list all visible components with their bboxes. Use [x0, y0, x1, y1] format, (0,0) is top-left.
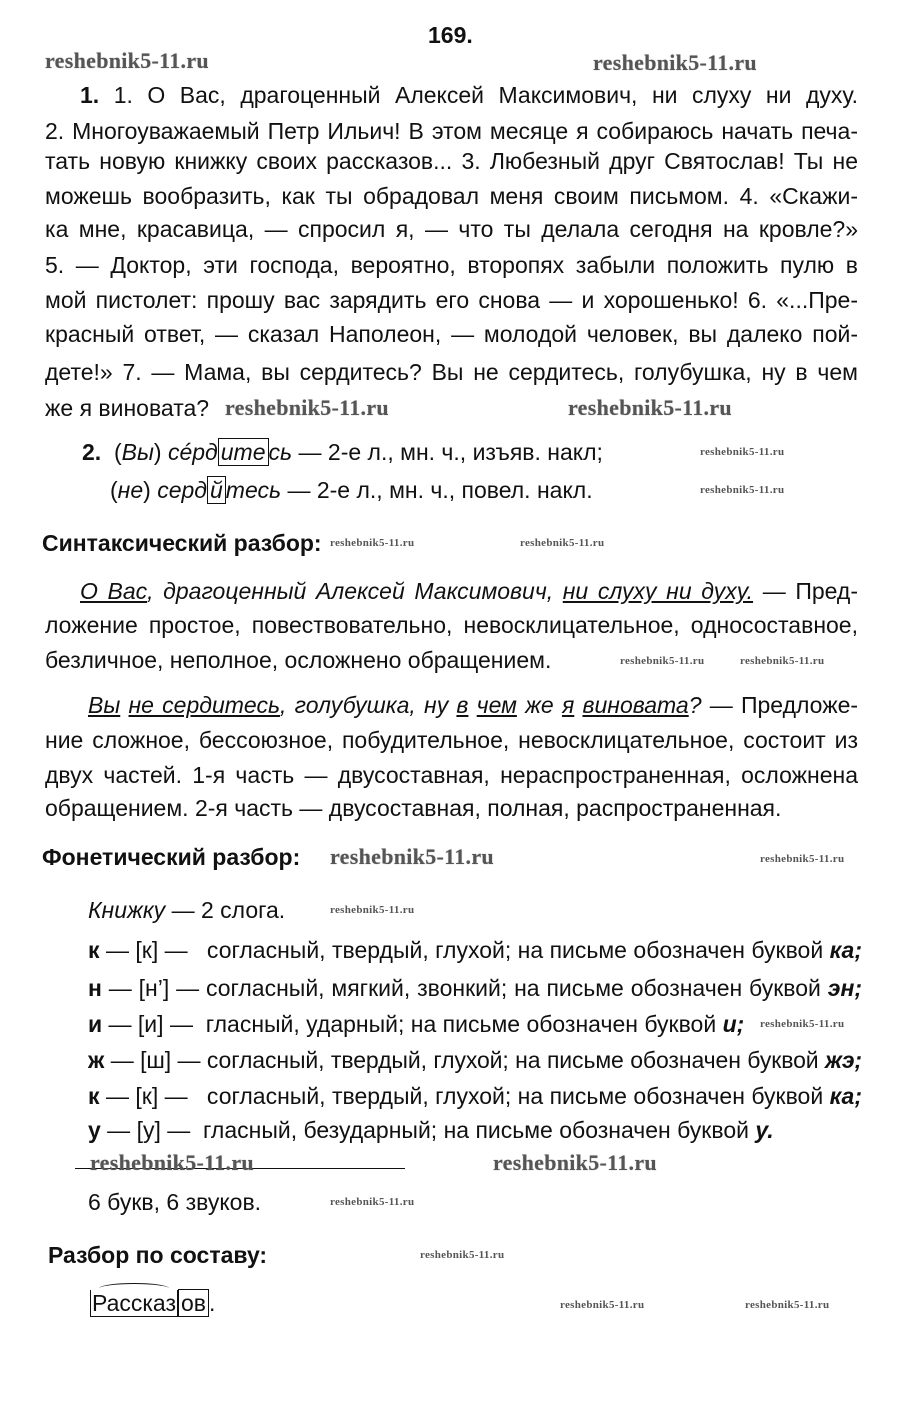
text-segment: серд — [157, 477, 207, 503]
text-segment: — 2-е л., мн. ч., изъяв. накл; — [292, 439, 603, 465]
watermark: reshebnik5-11.ru — [225, 395, 389, 420]
watermark: reshebnik5-11.ru — [493, 1150, 657, 1175]
text-segment: и; — [722, 1011, 745, 1037]
text-segment: безличное, неполное, осложнено обращением. — [45, 647, 552, 673]
text-segment: 1. — [80, 82, 100, 108]
watermark: reshebnik5-11.ru — [745, 1299, 830, 1311]
watermark: reshebnik5-11.ru — [420, 1249, 505, 1261]
text-segment: 6 букв, 6 звуков. — [88, 1189, 262, 1215]
text-segment: , голубушка, ну — [280, 692, 457, 718]
exercise-1-text-line — [45, 251, 858, 279]
watermark: reshebnik5-11.ru — [700, 484, 785, 496]
text-segment — [468, 692, 476, 718]
text-segment: у. — [755, 1117, 774, 1143]
phonetic-analysis-line — [88, 974, 862, 1002]
exercise-1-text-line — [45, 394, 209, 422]
text-segment: ка мне, красавица, — спросил я, — что ты делала сегодня на кровле?» — [45, 216, 858, 242]
exercise-1-text-line — [80, 81, 858, 109]
text-segment: к — [88, 1083, 100, 1109]
text-segment: — [ш] — согласный, твердый, глухой; на письме обозначен буквой — [104, 1047, 825, 1073]
morpheme-analysis-line — [90, 1289, 215, 1317]
text-segment: Фонетический разбор: — [42, 844, 301, 870]
text-segment: ? — [688, 692, 702, 718]
text-segment: ни слуху ни духу. — [562, 578, 754, 604]
phonetic-analysis-line — [88, 936, 862, 964]
morpheme-box: й — [207, 476, 226, 504]
syntax-analysis-text-line — [45, 646, 551, 674]
text-segment: у — [88, 1117, 101, 1143]
text-segment: можешь вообразить, как ты обрадовал меня своим письмом. 4. «Скажи- — [45, 183, 858, 209]
text-segment: н — [88, 975, 102, 1001]
text-segment — [120, 692, 128, 718]
text-segment: Книжку — [88, 897, 166, 923]
text-segment: Вы — [121, 439, 154, 465]
syntax-analysis-text-line — [45, 726, 858, 754]
watermark: reshebnik5-11.ru — [520, 537, 605, 549]
text-segment: 2. — [82, 439, 102, 465]
text-segment: — [к] — согласный, твердый, глухой; на письме обозначен буквой — [99, 1083, 830, 1109]
letters-count-line — [88, 1188, 261, 1216]
exercise-1-text-line — [45, 215, 858, 243]
exercise-1-text-line — [45, 320, 858, 348]
text-segment: ложение простое, повествовательно, невосклицательное, односоставное, — [45, 612, 858, 638]
text-segment: не — [117, 477, 144, 503]
root-morpheme: Рассказ — [92, 1290, 177, 1316]
watermark: reshebnik5-11.ru — [740, 655, 825, 667]
phonetic-analysis-line — [88, 1046, 862, 1074]
exercise-1-text-line — [45, 117, 858, 145]
text-segment: — [и] — гласный, ударный; на письме обозначен буквой — [102, 1011, 723, 1037]
text-segment: — [у] — гласный, безударный; на письме обозначен буквой — [100, 1117, 756, 1143]
exercise-1-text-line — [45, 358, 858, 386]
phonetic-analysis-line — [88, 1116, 774, 1144]
exercise-1-text-line — [45, 182, 858, 210]
syntax-analysis-text-line — [88, 691, 858, 719]
text-segment: я — [561, 692, 575, 718]
text-segment: Вы — [88, 692, 121, 718]
watermark: reshebnik5-11.ru — [330, 1196, 415, 1208]
text-segment: к — [88, 937, 100, 963]
text-segment: же — [516, 692, 562, 718]
syntax-analysis-text-line — [45, 794, 781, 822]
exercise-1-text-line — [45, 286, 858, 314]
text-segment: . — [209, 1290, 216, 1316]
syntax-analysis-text-line — [45, 761, 858, 789]
syntax-analysis-text-line — [80, 577, 858, 605]
syntax-analysis-text-line — [45, 611, 858, 639]
text-segment: ) — [143, 477, 158, 503]
text-segment: Разбор по составу: — [48, 1242, 268, 1268]
text-segment: дете!» 7. — Мама, вы сердитесь? Вы не сердитесь, голубушка, ну в чем — [45, 359, 858, 385]
text-segment: — Предложе- — [701, 692, 859, 718]
text-segment: ) — [153, 439, 168, 465]
text-segment: не сердитесь — [128, 692, 281, 718]
watermark: reshebnik5-11.ru — [560, 1299, 645, 1311]
watermark: reshebnik5-11.ru — [760, 1018, 845, 1030]
text-segment: обращением. 2-я часть — двусоставная, полная, распространенная. — [45, 795, 782, 821]
text-segment: сéрд — [167, 439, 218, 465]
watermark: reshebnik5-11.ru — [593, 50, 757, 75]
text-segment: 5. — Доктор, эти господа, вероятно, второпях забыли положить пулю в — [45, 252, 858, 278]
watermark: reshebnik5-11.ru — [45, 48, 209, 73]
text-segment: ( — [110, 477, 118, 503]
text-segment: ж — [88, 1047, 105, 1073]
exercise-2-text-line — [82, 438, 603, 466]
text-segment: ние сложное, бессоюзное, побудительное, невосклицательное, состоит из — [45, 727, 858, 753]
phonetic-analysis-line — [88, 896, 285, 924]
watermark: reshebnik5-11.ru — [90, 1150, 254, 1175]
text-segment: сь — [268, 439, 293, 465]
exercise-1-text-line — [45, 147, 858, 175]
watermark: reshebnik5-11.ru — [330, 844, 494, 869]
phonetic-heading-line — [42, 843, 300, 871]
watermark: reshebnik5-11.ru — [620, 655, 705, 667]
text-segment: ( — [101, 439, 122, 465]
text-segment: Синтаксический разбор: — [42, 530, 322, 556]
text-segment: мой пистолет: прошу вас зарядить его снова — и хорошенько! 6. «...Пре- — [45, 287, 858, 313]
phonetic-analysis-line — [88, 1010, 744, 1038]
text-segment: жэ; — [825, 1047, 862, 1073]
page-number: 169. — [428, 22, 473, 48]
text-segment: ка; — [829, 937, 862, 963]
morpheme-heading-line — [48, 1241, 267, 1269]
text-segment: — [к] — согласный, твердый, глухой; на письме обозначен буквой — [99, 937, 830, 963]
watermark: reshebnik5-11.ru — [760, 853, 845, 865]
text-segment: виновата — [582, 692, 689, 718]
text-segment: в — [456, 692, 469, 718]
text-segment: же я виновата? — [45, 395, 210, 421]
exercise-2-text-line — [110, 476, 593, 504]
text-segment: — 2-е л., мн. ч., повел. накл. — [281, 477, 593, 503]
text-segment: — Пред- — [753, 578, 859, 604]
watermark: reshebnik5-11.ru — [330, 904, 415, 916]
text-segment: тесь — [225, 477, 282, 503]
text-segment: — 2 слога. — [165, 897, 286, 923]
text-segment: и — [88, 1011, 103, 1037]
text-segment: — [н’] — согласный, мягкий, звонкий; на письме обозначен буквой — [101, 975, 828, 1001]
phonetic-analysis-line — [88, 1082, 862, 1110]
text-segment: эн; — [827, 975, 862, 1001]
watermark: reshebnik5-11.ru — [568, 395, 732, 420]
text-segment: ка; — [829, 1083, 862, 1109]
text-segment: 2. Многоуважаемый Петр Ильич! В этом месяце я собираюсь начать печа- — [45, 118, 858, 144]
morpheme-box: ов — [178, 1289, 209, 1317]
text-segment: двух частей. 1-я часть — двусоставная, нераспространенная, осложнена — [45, 762, 858, 788]
watermark: reshebnik5-11.ru — [700, 446, 785, 458]
text-segment: тать новую книжку своих рассказов... 3. Любезный друг Святослав! Ты не — [45, 148, 858, 174]
text-segment: чем — [476, 692, 517, 718]
watermark: reshebnik5-11.ru — [330, 537, 415, 549]
morpheme-box: ите — [218, 438, 269, 466]
text-segment: , драгоценный Алексей Максимович, — [147, 578, 563, 604]
text-segment: О Вас — [80, 578, 148, 604]
text-segment: красный ответ, — сказал Наполеон, — молодой человек, вы далеко пой- — [45, 321, 858, 347]
text-segment: 1. О Вас, драгоценный Алексей Максимович, ни слуху ни духу. — [99, 82, 858, 108]
syntax-heading-line — [42, 529, 322, 557]
